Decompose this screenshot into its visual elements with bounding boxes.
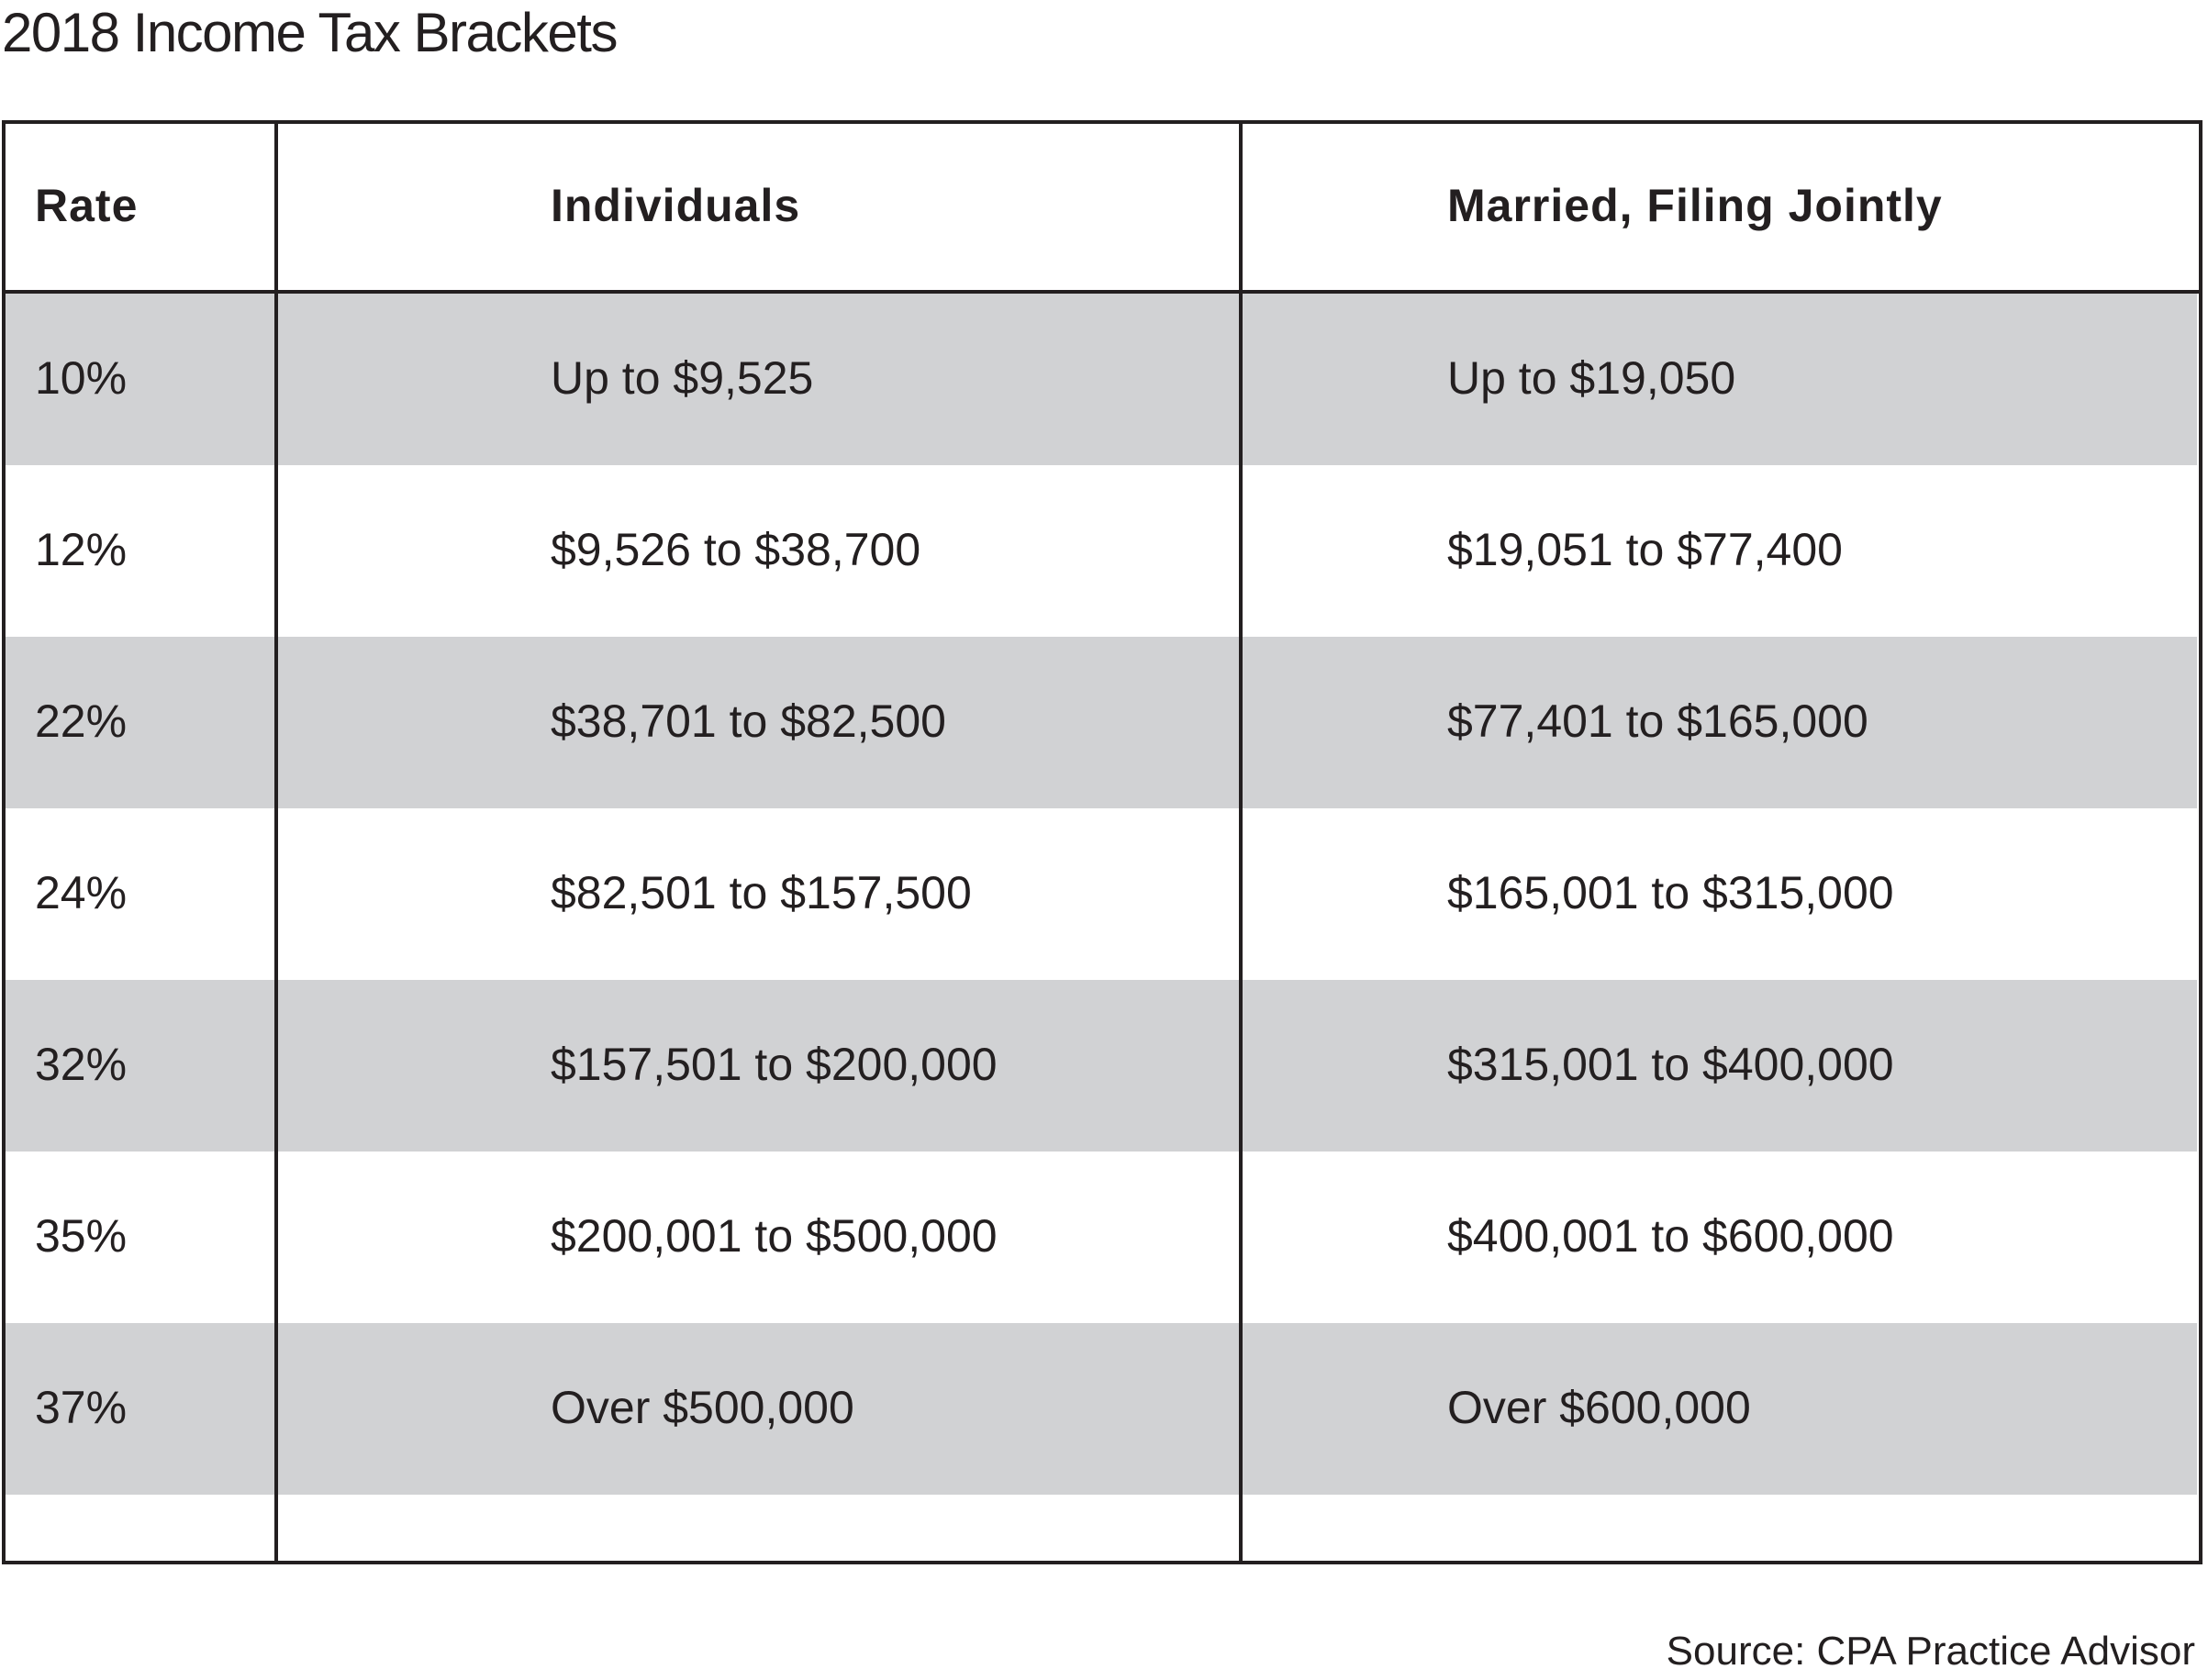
cell-married: Over $600,000 — [1447, 1382, 1751, 1433]
header-individuals: Individuals — [551, 180, 801, 231]
cell-rate: 32% — [35, 1039, 128, 1090]
source-note: Source: CPA Practice Advisor — [1666, 1629, 2195, 1674]
cell-married: Up to $19,050 — [1447, 352, 1736, 404]
page-title: 2018 Income Tax Brackets — [2, 2, 617, 63]
cell-married: $400,001 to $600,000 — [1447, 1210, 1894, 1262]
header-rate: Rate — [35, 180, 139, 231]
header-divider — [2, 290, 2202, 294]
cell-individuals: $38,701 to $82,500 — [551, 695, 946, 747]
table-border — [2, 120, 2202, 1564]
cell-married: $165,001 to $315,000 — [1447, 867, 1894, 918]
column-divider — [274, 120, 278, 1564]
cell-individuals: $200,001 to $500,000 — [551, 1210, 998, 1262]
cell-married: $315,001 to $400,000 — [1447, 1039, 1894, 1090]
cell-individuals: $9,526 to $38,700 — [551, 524, 921, 575]
cell-rate: 10% — [35, 352, 128, 404]
header-married-filing-jointly: Married, Filing Jointly — [1447, 180, 1943, 231]
cell-individuals: Up to $9,525 — [551, 352, 814, 404]
cell-rate: 35% — [35, 1210, 128, 1262]
cell-rate: 24% — [35, 867, 128, 918]
column-divider — [1239, 120, 1243, 1564]
cell-married: $77,401 to $165,000 — [1447, 695, 1868, 747]
cell-married: $19,051 to $77,400 — [1447, 524, 1843, 575]
cell-rate: 37% — [35, 1382, 128, 1433]
cell-individuals: Over $500,000 — [551, 1382, 854, 1433]
cell-individuals: $157,501 to $200,000 — [551, 1039, 998, 1090]
cell-individuals: $82,501 to $157,500 — [551, 867, 972, 918]
cell-rate: 12% — [35, 524, 128, 575]
cell-rate: 22% — [35, 695, 128, 747]
